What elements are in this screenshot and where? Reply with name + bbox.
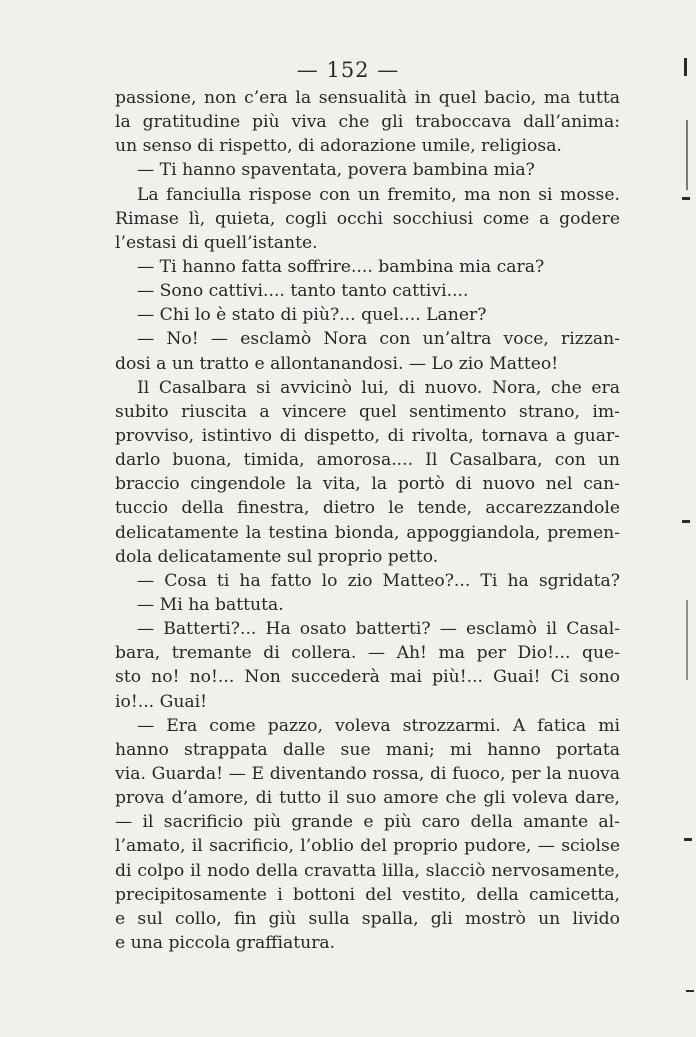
- text-line: hanno strappata dalle sue mani; mi hanno portata: [115, 739, 620, 760]
- text-line: — No! — esclamò Nora con un’altra voce, rizzan-: [137, 329, 620, 350]
- text-line: — Cosa ti ha fatto lo zio Matteo?... Ti ha sgridata?: [137, 570, 620, 591]
- text-line: precipitosamente i bottoni del vestito, della camicetta,: [115, 884, 620, 905]
- scan-edge-mark: [686, 120, 688, 190]
- text-line: dosi a un tratto e allontanandosi. — Lo zio Matteo!: [115, 353, 559, 374]
- text-line: — Mi ha battuta.: [137, 594, 284, 615]
- text-line: un senso di rispetto, di adorazione umile, religiosa.: [115, 136, 562, 157]
- scan-edge-mark: [682, 197, 690, 200]
- text-line: dola delicatamente sul proprio petto.: [115, 546, 439, 567]
- text-line: — Batterti?... Ha osato batterti? — esclamò il Casal-: [137, 619, 620, 640]
- scan-edge-mark: [684, 58, 687, 76]
- text-line: Rimase lì, quieta, cogli occhi socchiusi come a godere: [115, 208, 620, 229]
- text-line: l’estasi di quell’istante.: [115, 232, 318, 253]
- text-line: via. Guarda! — E diventando rossa, di fuoco, per la nuova: [115, 763, 620, 784]
- text-line: — Era come pazzo, voleva strozzarmi. A fatica mi: [137, 715, 620, 736]
- text-line: subito riuscita a vincere quel sentimento strano, im-: [115, 401, 620, 422]
- text-line: Il Casalbara si avvicinò lui, di nuovo. Nora, che era: [137, 377, 620, 398]
- text-line: delicatamente la testina bionda, appoggiandola, premen-: [115, 522, 620, 543]
- text-line: — il sacrificio più grande e più caro della amante al-: [115, 812, 620, 833]
- text-line: sto no! no!... Non succederà mai più!... Guai! Ci sono: [115, 667, 620, 688]
- text-line: la gratitudine più viva che gli traboccava dall’anima:: [115, 112, 620, 133]
- scan-edge-mark: [682, 520, 690, 523]
- text-line: — Sono cattivi.... tanto tanto cattivi....: [137, 281, 469, 302]
- text-line: passione, non c’era la sensualità in quel bacio, ma tutta: [115, 88, 620, 108]
- text-line: — Ti hanno spaventata, povera bambina mia?: [137, 160, 535, 181]
- text-line: e sul collo, fin giù sulla spalla, gli mostrò un livido: [115, 908, 620, 929]
- text-line: La fanciulla rispose con un fremito, ma non si mosse.: [137, 184, 620, 205]
- text-line: prova d’amore, di tutto il suo amore che gli voleva dare,: [115, 788, 620, 809]
- page-number: — 152 —: [296, 58, 400, 82]
- text-line: braccio cingendole la vita, la portò di nuovo nel can-: [115, 474, 620, 495]
- text-line: bara, tremante di collera. — Ah! ma per Dio!... que-: [115, 643, 620, 664]
- scan-edge-mark: [684, 838, 692, 841]
- scan-edge-mark: [686, 990, 694, 992]
- text-line: e una piccola graffiatura.: [115, 932, 336, 953]
- text-line: provviso, istintivo di dispetto, di rivolta, tornava a guar-: [115, 425, 620, 446]
- text-line: darlo buona, timida, amorosa.... Il Casalbara, con un: [115, 450, 620, 471]
- scan-edge-mark: [686, 600, 688, 680]
- text-line: tuccio della finestra, dietro le tende, accarezzandole: [115, 498, 620, 519]
- text-line: di colpo il nodo della cravatta lilla, slacciò nervosamente,: [115, 860, 620, 881]
- text-line: l’amato, il sacrificio, l’oblio del proprio pudore, — sciolse: [115, 836, 620, 857]
- text-line: io!... Guai!: [115, 691, 208, 712]
- body-text: [115, 86, 620, 955]
- text-line: — Ti hanno fatta soffrire.... bambina mia cara?: [137, 256, 545, 277]
- text-line: — Chi lo è stato di più?... quel.... Laner?: [137, 305, 487, 326]
